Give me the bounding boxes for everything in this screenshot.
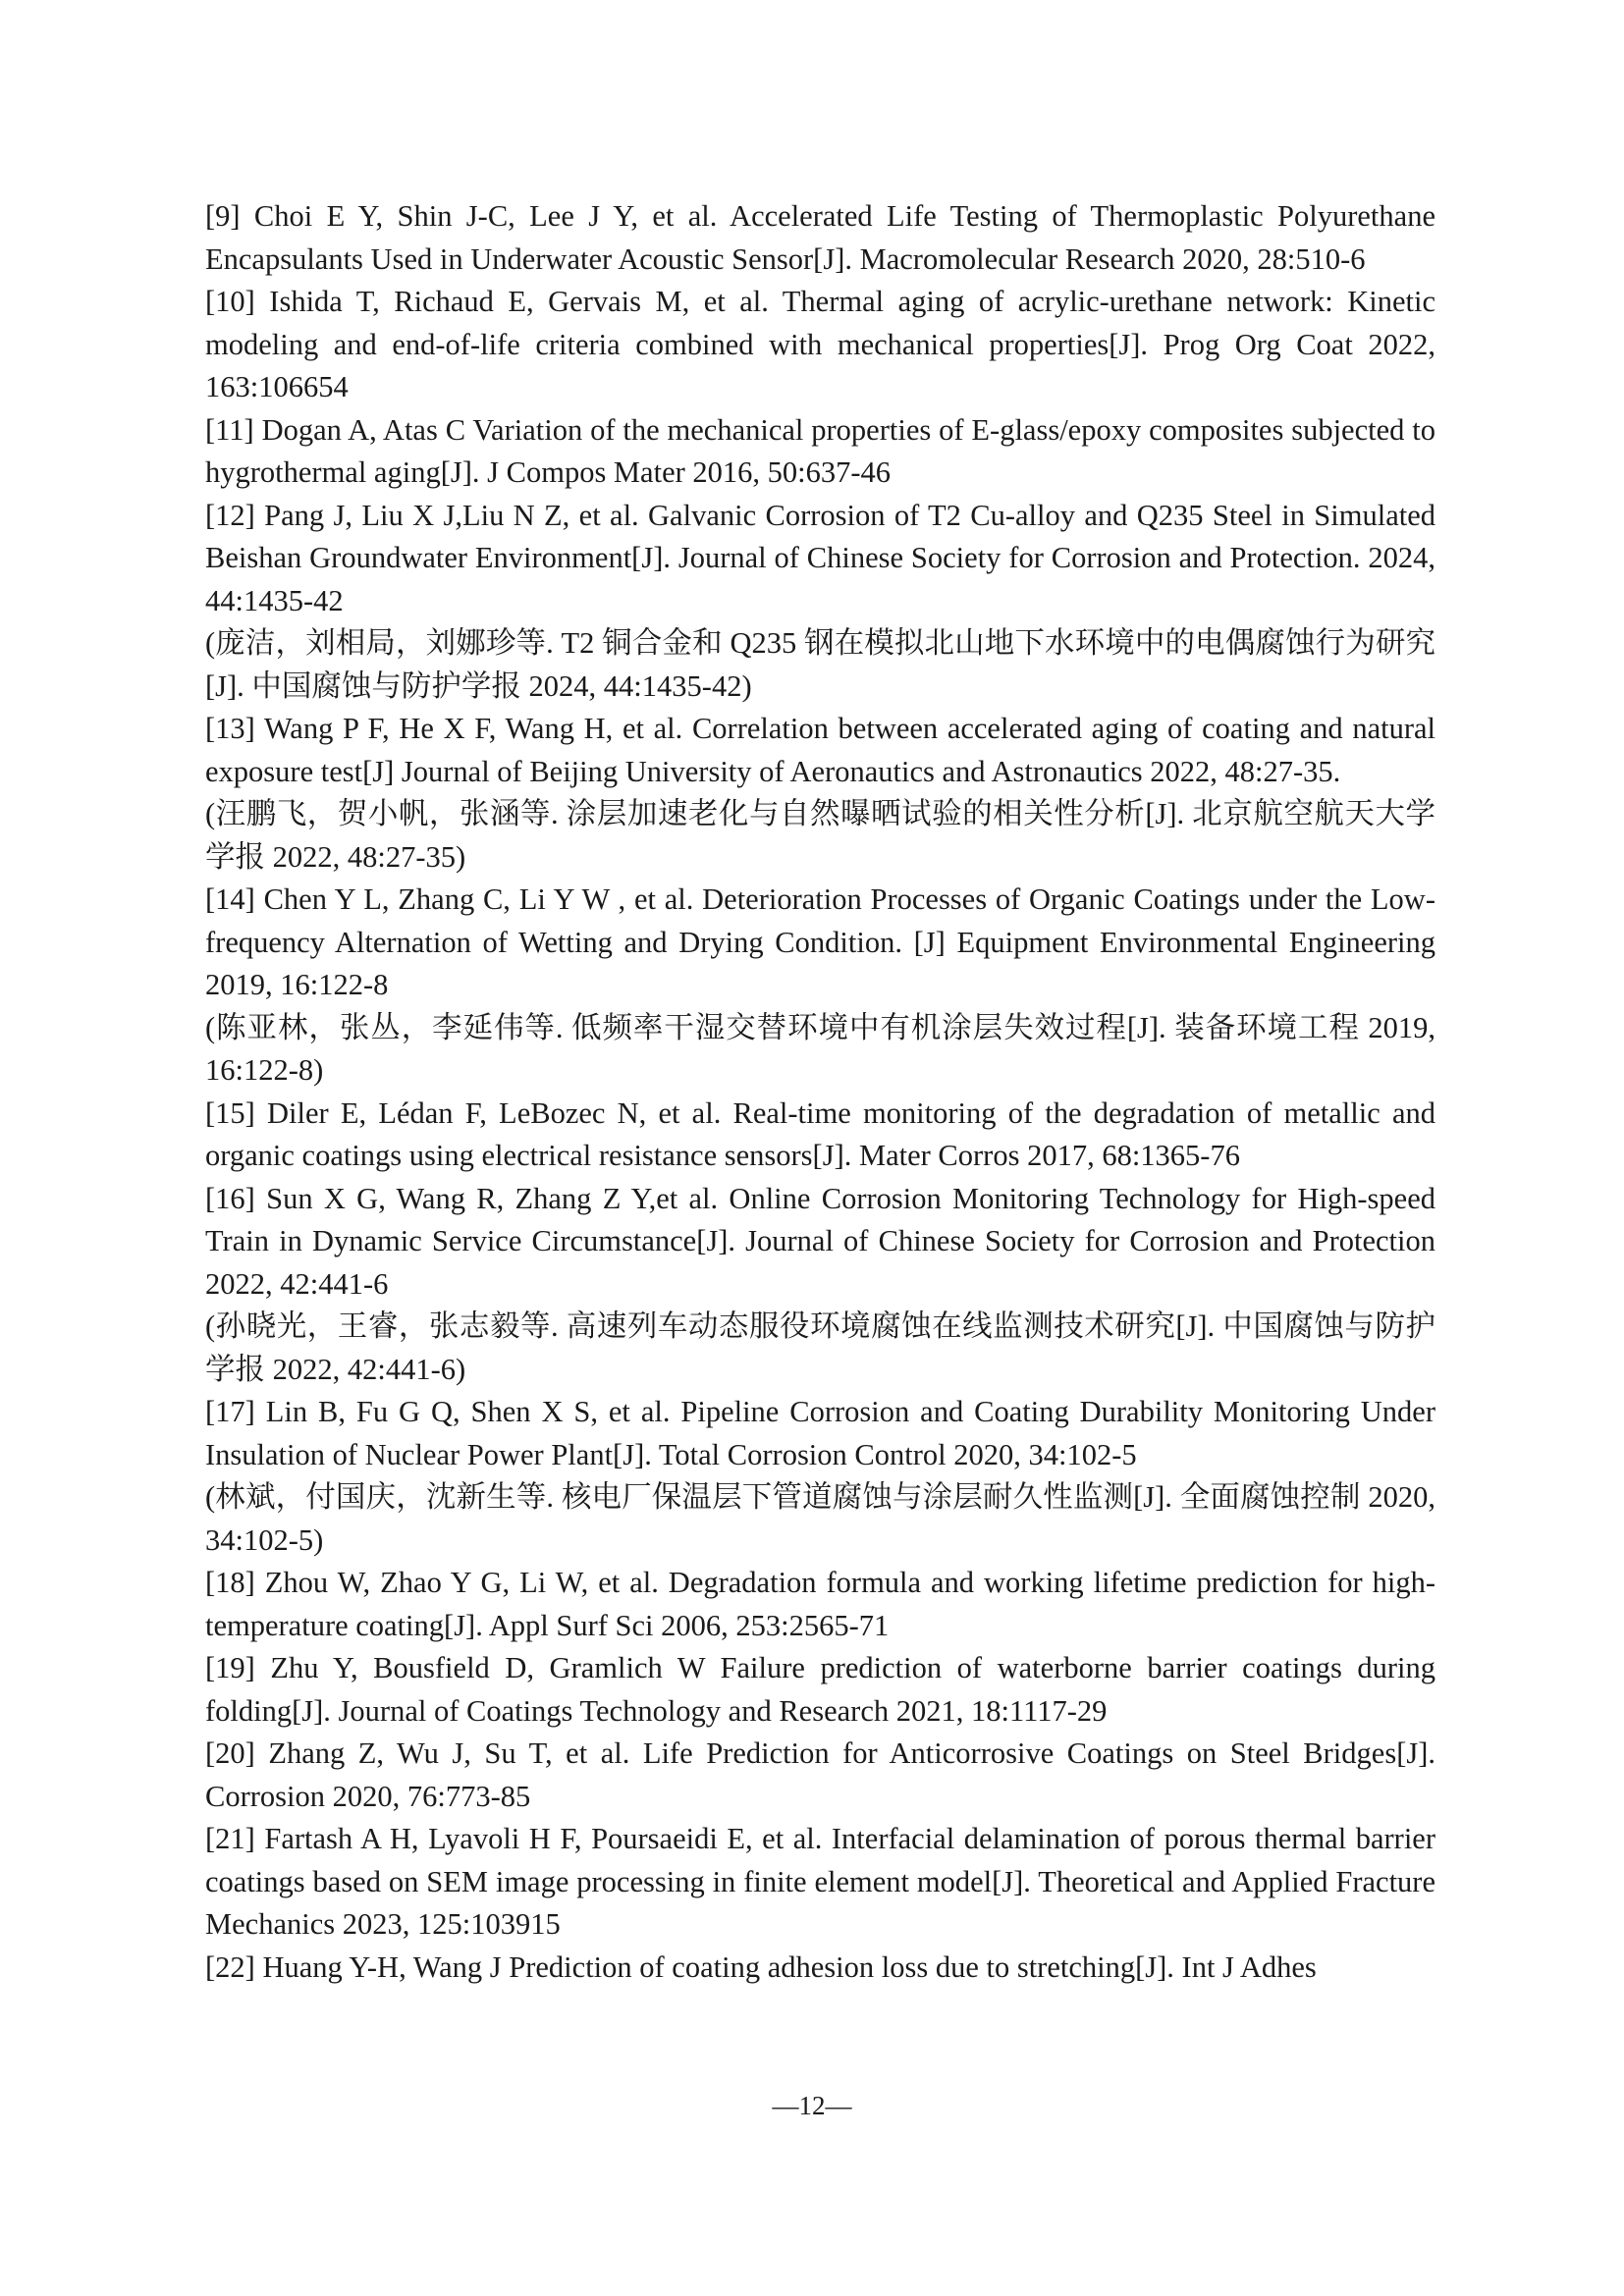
reference-16-chinese: (孙晓光，王睿，张志毅等. 高速列车动态服役环境腐蚀在线监测技术研究[J]. 中国腐蚀与防护学报 2022, 42:441-6) [205,1309,1435,1386]
reference-11: [11] Dogan A, Atas C Variation of the mechanical properties of E-glass/epoxy composites subjected to hygrothermal aging[J]. J Compos Mater 2016, 50:637-46 [205,412,1435,489]
reference-17-chinese: (林斌，付国庆，沈新生等. 核电厂保温层下管道腐蚀与涂层耐久性监测[J]. 全面腐蚀控制 2020, 34:102-5) [205,1480,1435,1557]
reference-list [205,195,1435,1989]
reference-12: [12] Pang J, Liu X J,Liu N Z, et al. Galvanic Corrosion of T2 Cu-alloy and Q235 Steel in Simulated Beishan Groundwater Environment[J]. Journal of Chinese Society for Corrosion and Protection. 2024, 44:1435-42 [205,498,1435,617]
reference-22: [22] Huang Y-H, Wang J Prediction of coating adhesion loss due to stretching[J]. Int J Adhes [205,1949,1317,1984]
reference-10: [10] Ishida T, Richaud E, Gervais M, et al. Thermal aging of acrylic-urethane network: Kinetic modeling and end-of-life criteria combined with mechanical properties[J]. Prog Org Coat 2022, 163:106654 [205,285,1435,403]
reference-12-chinese: (庞洁，刘相局，刘娜珍等. T2 铜合金和 Q235 钢在模拟北山地下水环境中的电偶腐蚀行为研究[J]. 中国腐蚀与防护学报 2024, 44:1435-42) [205,626,1435,703]
reference-18: [18] Zhou W, Zhao Y G, Li W, et al. Degradation formula and working lifetime prediction for high-temperature coating[J]. Appl Surf Sci 2006, 253:2565-71 [205,1566,1435,1642]
reference-19: [19] Zhu Y, Bousfield D, Gramlich W Failure prediction of waterborne barrier coatings during folding[J]. Journal of Coatings Technology and Research 2021, 18:1117-29 [205,1651,1435,1728]
reference-13-chinese: (汪鹏飞，贺小帆，张涵等. 涂层加速老化与自然曝晒试验的相关性分析[J]. 北京航空航天大学学报 2022, 48:27-35) [205,797,1435,874]
reference-16: [16] Sun X G, Wang R, Zhang Z Y,et al. Online Corrosion Monitoring Technology for High-speed Train in Dynamic Service Circumstance[J]. Journal of Chinese Society for Corrosion and Protection 2022, 42:441-6 [205,1181,1435,1301]
reference-9: [9] Choi E Y, Shin J-C, Lee J Y, et al. Accelerated Life Testing of Thermoplastic Polyurethane Encapsulants Used in Underwater Acoustic Sensor[J]. Macromolecular Research 2020, 28:510-6 [205,199,1435,276]
reference-14: [14] Chen Y L, Zhang C, Li Y W , et al. Deterioration Processes of Organic Coatings under the Low-frequency Alternation of Wetting and Drying Condition. [J] Equipment Environmental Engineering 2019, 16:122-8 [205,882,1435,1001]
reference-15: [15] Diler E, Lédan F, LeBozec N, et al. Real-time monitoring of the degradation of metallic and organic coatings using electrical resistance sensors[J]. Mater Corros 2017, 68:1365-76 [205,1095,1435,1172]
reference-14-chinese: (陈亚林，张丛，李延伟等. 低频率干湿交替环境中有机涂层失效过程[J]. 装备环境工程 2019, 16:122-8) [205,1010,1435,1087]
reference-13: [13] Wang P F, He X F, Wang H, et al. Correlation between accelerated aging of coating and natural exposure test[J] Journal of Beijing University of Aeronautics and Astronautics 2022, 48:27-35. [205,712,1435,788]
page-number: —12— [772,2091,852,2120]
reference-20: [20] Zhang Z, Wu J, Su T, et al. Life Prediction for Anticorrosive Coatings on Steel Bridges[J]. Corrosion 2020, 76:773-85 [205,1736,1435,1813]
reference-21: [21] Fartash A H, Lyavoli H F, Poursaeidi E, et al. Interfacial delamination of porous thermal barrier coatings based on SEM image processing in finite element model[J]. Theoretical and Applied Fracture Mechanics 2023, 125:103915 [205,1822,1435,1941]
reference-17: [17] Lin B, Fu G Q, Shen X S, et al. Pipeline Corrosion and Coating Durability Monitoring Under Insulation of Nuclear Power Plant[J]. Total Corrosion Control 2020, 34:102-5 [205,1395,1435,1471]
